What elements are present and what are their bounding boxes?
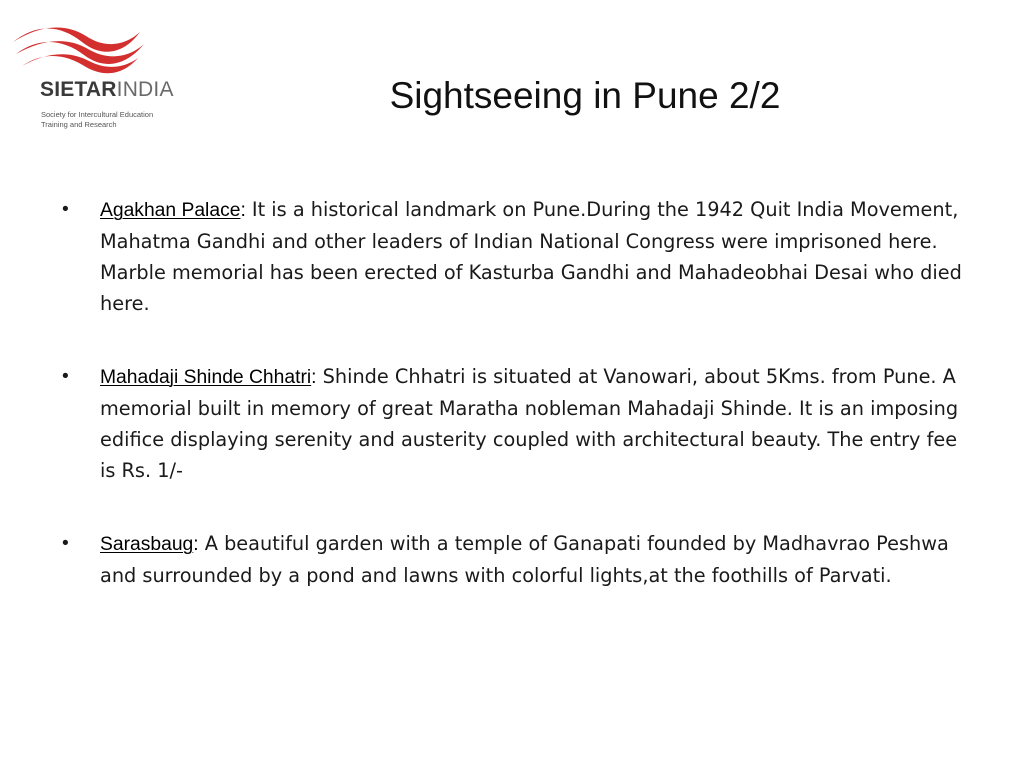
bullet-item: [62, 528, 967, 591]
bullet-term: Sarasbaug: [100, 534, 194, 555]
bullet-item: [62, 194, 967, 319]
logo-tagline: [41, 110, 171, 129]
logo-tagline-line: Training and Research: [41, 119, 117, 129]
bullet-separator: :: [240, 200, 246, 221]
logo-tagline-line: Society for Intercultural Education: [41, 110, 154, 119]
bullet-marker: •: [62, 366, 69, 387]
bullet-marker: •: [62, 199, 69, 220]
logo-brand-light: INDIA: [116, 78, 174, 101]
sietar-swoosh-logo-icon: [10, 20, 150, 78]
bullet-list: [62, 194, 967, 633]
bullet-text: A beautiful garden with a temple of Ganapati founded by Madhavrao Peshwa and surrounded by a pond and lawns with colorful lights,at the foothills of Parvati.: [100, 532, 949, 587]
bullet-term: Agakhan Palace: [100, 200, 241, 221]
bullet-marker: •: [62, 533, 69, 554]
bullet-text: It is a historical landmark on Pune.During the 1942 Quit India Movement, Mahatma Gandhi and other leaders of Indian National Congress were imprisoned here. Marble memorial has been erected of Kasturba Gandhi and Mahadeobhai Desai who died here.: [100, 198, 962, 315]
bullet-separator: :: [193, 534, 199, 555]
logo-wordmark: [40, 78, 174, 102]
bullet-separator: :: [311, 367, 317, 388]
bullet-text: Shinde Chhatri is situated at Vanowari, about 5Kms. from Pune. A memorial built in memory of great Maratha nobleman Mahadaji Shinde. It is an imposing edifice displaying serenity and austerity coupled with architectural beauty. The entry fee is Rs. 1/-: [100, 365, 959, 482]
slide-title: Sightseeing in Pune 2/2: [389, 75, 781, 116]
bullet-item: [62, 361, 967, 486]
logo-brand-strong: SIETAR: [40, 78, 117, 101]
bullet-term: Mahadaji Shinde Chhatri: [100, 367, 312, 388]
sietar-india-logo: [10, 20, 180, 135]
